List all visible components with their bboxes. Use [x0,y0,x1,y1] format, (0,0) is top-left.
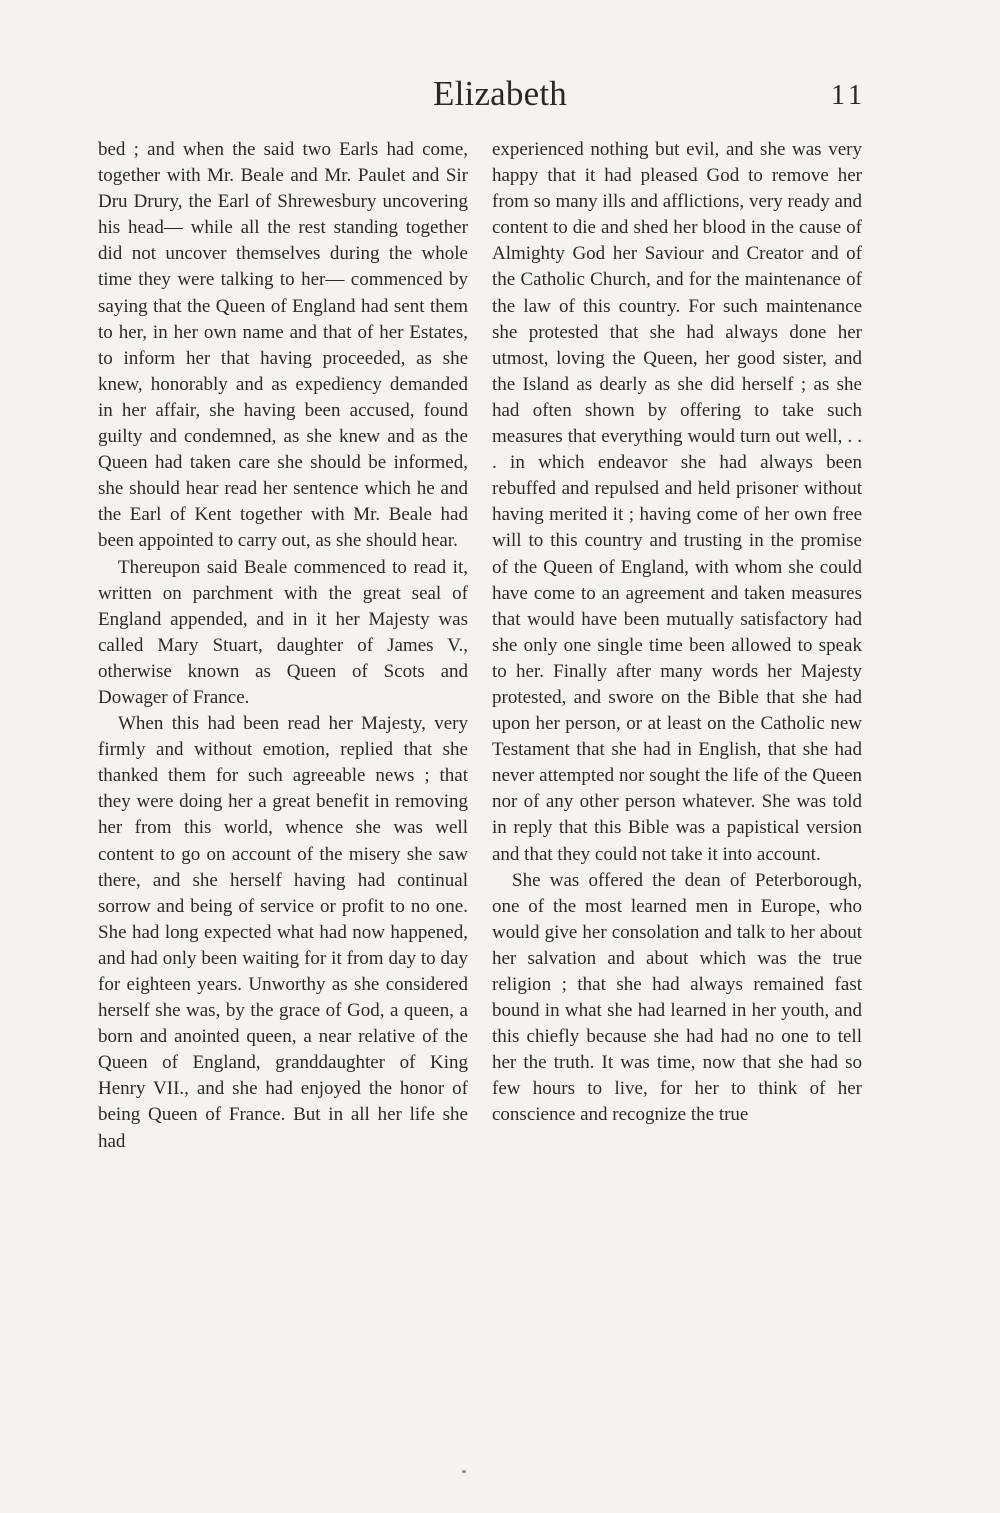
paragraph: She was offered the dean of Peterborough, one of the most learned men in Europe, who would give her consolation and talk to her about her salvation and about which was the true religion ; that she had always remained fast bound in what she had learned in her youth, and this chiefly because she had had no one to tell her the truth. It was time, now that she had so few hours to live, for her to think of her conscience and recognize the true [492,869,862,1126]
paragraph: When this had been read her Majesty, very firmly and without emotion, replied that she thanked them for such agreeable news ; that they were doing her a great benefit in removing her from this world, whence she was well content to go on account of the misery she saw there, and she herself having had continual sorrow and being of service or profit to no one. She had long expected what had now happened, and had only been waiting for it from day to day for eighteen years. Unworthy as she considered herself she was, by the grace of God, a queen, a born and anointed queen, a near relative of the Queen of England, granddaughter of King Henry VII., and she had enjoyed the honor of being Queen of France. But in all her life she had [98,713,468,1152]
left-column [98,137,468,1155]
paragraph: Thereupon said Beale commenced to read it, written on parchment with the great seal of England appended, and in it her Majesty was called Mary Stuart, daughter of James V., otherwise known as Queen of Scots and Dowager of France. [98,556,468,708]
page-number: 11 [831,80,866,111]
ink-speck [462,1470,466,1473]
paragraph: bed ; and when the said two Earls had come, together with Mr. Beale and Mr. Paulet and Sir Dru Drury, the Earl of Shrewesbury uncovering his head— while all the rest standing together did not uncover themselves during the whole time they were talking to her— commenced by saying that the Queen of England had sent them to her, in her own name and that of her Estates, to inform her that having proceeded, as she knew, honorably and as expediency demanded in her affair, she having been accused, found guilty and condemned, as she knew and as the Queen had taken care she should be informed, she should hear read her sentence which he and the Earl of Kent together with Mr. Beale had been appointed to carry out, as she should hear. [98,139,468,552]
paragraph: experienced nothing but evil, and she was very happy that it had pleased God to remove her from so many ills and afflictions, very ready and content to die and shed her blood in the cause of Almighty God her Saviour and Creator and of the Catholic Church, and for the maintenance of the law of this country. For such maintenance she protested that she had always done her utmost, loving the Queen, her good sister, and the Island as dearly as she did herself ; as she had often shown by offering to take such measures that everything would turn out well, . . . in which endeavor she had always been rebuffed and repulsed and held prisoner without having merited it ; having come of her own free will to this country and trusting in the promise of the Queen of England, with whom she could have come to an agreement and taken measures that would have been mutually satisfactory had she only one single time been allowed to speak to her. Finally after many words her Majesty protested, and swore on the Bible that she had upon her person, or at least on the Catholic new Testament that she had in English, that she had never attempted nor sought the life of the Queen nor of any other person whatever. She was told in reply that this Bible was a papistical version and that they could not take it into account. [492,139,862,865]
running-title: Elizabeth [433,74,567,113]
right-column [492,137,862,1129]
